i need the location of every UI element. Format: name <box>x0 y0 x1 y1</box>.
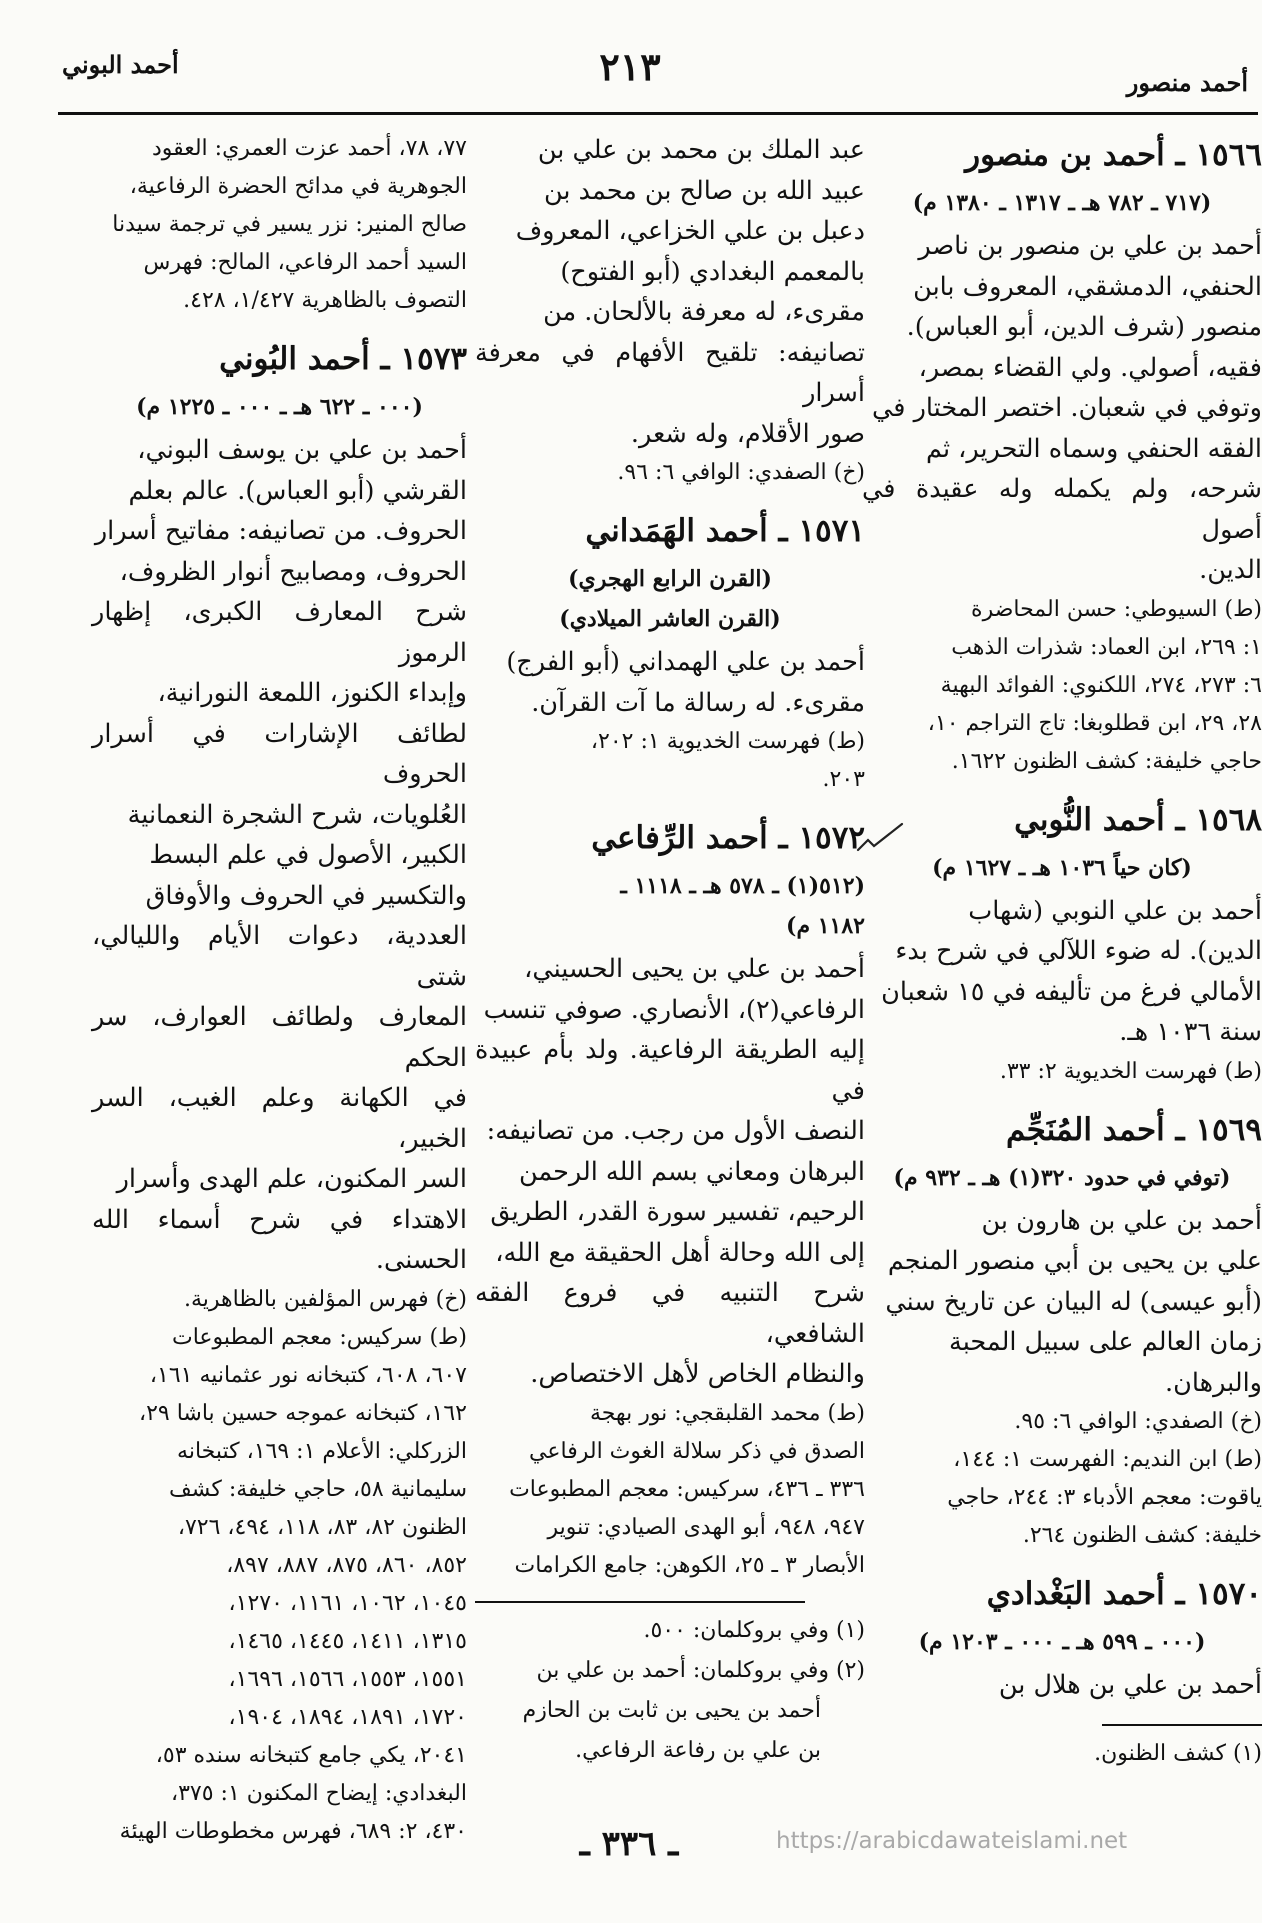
entry-text-line: أحمد بن علي بن منصور بن ناصر <box>918 231 1262 261</box>
entry-text-line: الدين. <box>1199 555 1262 585</box>
entry-text-line: (أبو عيسى) له البيان عن تاريخ سني <box>885 1286 1262 1317</box>
entry-1568 <box>862 795 1262 1091</box>
entry-text-line: أحمد بن علي الهمداني (أبو الفرج) <box>506 647 865 677</box>
entry-text-line: إليه الطريقة الرفاعية. ولد بأم عبيدة في <box>475 1035 865 1106</box>
entry-text-line: فقيه، أصولي. ولي القضاء بمصر، <box>918 352 1262 383</box>
entry-text-line: شرحه، ولم يكمله وله عقيدة في أصول <box>862 474 1262 545</box>
handwritten-tick-mark <box>856 820 906 860</box>
header-rule <box>58 112 1258 115</box>
website-watermark: https://arabicdawateislami.net <box>776 1828 1128 1854</box>
entry-1571 <box>475 506 865 799</box>
entry-text-line: الأمالي فرغ من تأليفه في ١٥ شعبان <box>881 976 1262 1007</box>
entry-text-line: القرشي (أبو العباس). عالم بعلم <box>128 475 467 506</box>
entry-text-line: مقرىء. له رسالة ما آت القرآن. <box>531 687 865 718</box>
entry-text-line: تصانيفه: تلقيح الأفهام في معرفة أسرار <box>475 337 865 408</box>
entry-source-line: ٣٣٦ ـ ٤٣٦، سركيس: معجم المطبوعات <box>509 1476 865 1502</box>
entry-text-line: عبيد الله بن صالح بن محمد بن <box>543 175 865 206</box>
entry-text-line: النصف الأول من رجب. من تصانيفه: <box>486 1116 865 1146</box>
entry-text-line: صور الأقلام، وله شعر. <box>630 418 865 449</box>
entry-text-line: وإبداء الكنوز، اللمعة النورانية، <box>157 678 467 708</box>
entry-source-line: ٢٠٤١، يكي جامع كتبخانه سنده ٥٣، <box>155 1742 467 1768</box>
entry-dates: (٠٠٠ ـ ٦٢٢ هـ ـ ٠٠٠ ـ ١٢٢٥ م) <box>136 394 423 420</box>
entry-source-line: الظنون ٨٢، ٨٣، ١١٨، ٤٩٤، ٧٢٦، <box>177 1514 467 1540</box>
footnote-rule <box>475 1601 805 1603</box>
entry-source-line: ٦٠٧، ٦٠٨، كتبخانه نور عثمانيه ١٦١، <box>149 1362 467 1388</box>
entry-text-line: العددية، دعوات الأيام والليالي، شتى <box>92 921 467 992</box>
entry-text-line: بالمعمم البغدادي (أبو الفتوح) <box>560 256 865 287</box>
entry-text-line: سنة ١٠٣٦ هـ. <box>1119 1017 1262 1047</box>
entry-source-line: ٢٠٣. <box>822 767 865 792</box>
entry-source-line: ٧٧، ٧٨، أحمد عزت العمري: العقود <box>151 136 467 161</box>
entry-text-line: أحمد بن علي النوبي (شهاب <box>968 895 1262 926</box>
entry-text-line: البرهان ومعاني بسم الله الرحمن <box>518 1156 865 1187</box>
header-right-running-title: أحمد منصور <box>1126 68 1248 97</box>
entry-title: ١٥٦٦ ـ أحمد بن منصور <box>965 137 1262 173</box>
entry-source-line: (ط) ابن النديم: الفهرست ١: ١٤٤، <box>953 1447 1262 1472</box>
entry-source-line: ٨٥٢، ٨٦٠، ٨٧٥، ٨٨٧، ٨٩٧، <box>226 1552 467 1578</box>
entry-text-line: الدين). له ضوء اللآلي في شرح بدء <box>895 936 1262 966</box>
entry-source-line: ١٦٢، كتبخانه عموجه حسين باشا ٢٩، <box>138 1400 467 1426</box>
entry-text-line: أحمد بن علي بن يوسف البوني، <box>137 435 467 465</box>
entry-title: ١٥٧٣ ـ أحمد البُوني <box>219 341 467 377</box>
entry-text-line: العُلويات، شرح الشجرة النعمانية <box>127 799 467 830</box>
entry-title: ١٥٦٩ ـ أحمد المُنَجِّم <box>1005 1111 1262 1148</box>
entry-source-line: السيد أحمد الرفاعي، المالح: فهرس <box>143 250 467 275</box>
entry-dates: (القرن العاشر الميلادي) <box>559 606 781 632</box>
entry-source-line: الجوهرية في مدائح الحضرة الرفاعية، <box>129 174 467 199</box>
entry-text-line: الحروف، ومصابيح أنوار الظروف، <box>119 556 467 587</box>
entry-text-line: دعبل بن علي الخزاعي، المعروف <box>515 216 865 246</box>
footnote-continuation: أحمد بن يحيى بن ثابت بن الحازم <box>522 1697 821 1723</box>
entry-text-line: والنظام الخاص لأهل الاختصاص. <box>530 1359 865 1389</box>
entry-text-line: السر المكنون، علم الهدى وأسرار <box>116 1164 467 1194</box>
entry-title: ١٥٧٠ ـ أحمد البَغْدادي <box>986 1576 1262 1612</box>
entry-source-line: ٩٤٧، ٩٤٨، أبو الهدى الصيادي: تنوير <box>547 1514 865 1540</box>
entry-source-line: (ط) محمد القلبقجي: نور بهجة <box>589 1400 865 1426</box>
entry-source-line: الصدق في ذكر سلالة الغوث الرفاعي <box>529 1438 865 1464</box>
entry-dates: (٠٠٠ ـ ٥٩٩ هـ ـ ٠٠٠ ـ ١٢٠٣ م) <box>918 1629 1206 1655</box>
entry-source-line: حاجي خليفة: كشف الظنون ١٦٢٢. <box>951 748 1262 774</box>
entry-source-line: ٦: ٢٧٣، ٢٧٤، اللكنوي: الفوائد البهية <box>940 672 1262 698</box>
entry-text-line: إلى الله وحالة أهل الحقيقة مع الله، <box>495 1237 865 1268</box>
entry-text-line: الحنفي، الدمشقي، المعروف بابن <box>913 271 1262 302</box>
header-left-running-title: أحمد البوني <box>62 50 179 79</box>
entry-source-line: (خ) فهرس المؤلفين بالظاهرية. <box>183 1286 467 1312</box>
entry-text-line: الحروف. من تصانيفه: مفاتيح أسرار <box>94 516 467 546</box>
entry-text-line: أحمد بن علي بن هارون بن <box>981 1205 1262 1236</box>
entry-text-line: شرح التنبيه في فروع الفقه الشافعي، <box>475 1278 865 1349</box>
entry-text-line: المعارف ولطائف العوارف، سر الحكم <box>92 1002 467 1073</box>
footnote: (١) وفي بروكلمان: ٥٠٠. <box>643 1617 865 1643</box>
footer-page-number: ـ ٣٣٦ ـ <box>579 1824 679 1864</box>
entry-text-line: والبرهان. <box>1165 1367 1262 1398</box>
footnote-rule <box>1102 1724 1262 1726</box>
entry-source-line: ١٧٢٠، ١٨٩١، ١٨٩٤، ١٩٠٤، <box>228 1704 467 1730</box>
entry-source-line: سليمانية ٥٨، حاجي خليفة: كشف <box>168 1476 467 1502</box>
entry-source-line: التصوف بالظاهرية ١/٤٢٧، ٤٢٨. <box>183 288 467 313</box>
entry-text-line: الرفاعي(٢)، الأنصاري. صوفي تنسب <box>483 994 865 1025</box>
entry-1569 <box>862 1105 1262 1556</box>
entry-text-line: شرح المعارف الكبرى، إظهار الرموز <box>92 597 467 668</box>
entry-source-line: البغدادي: إيضاح المكنون ١: ٣٧٥، <box>171 1780 467 1806</box>
footnote: (١) كشف الظنون. <box>1094 1740 1262 1766</box>
column-right <box>862 130 1262 1790</box>
entry-source-line: (ط) فهرست الخديوية ٢: ٣٣. <box>999 1058 1262 1084</box>
column-left <box>92 130 467 1844</box>
footnote: (٢) وفي بروكلمان: أحمد بن علي بن <box>536 1657 865 1683</box>
entry-text-line: لطائف الإشارات في أسرار الحروف <box>92 718 467 789</box>
entry-source-line: (ط) فهرست الخديوية ١: ٢٠٢، <box>590 729 865 754</box>
entry-title: ١٥٦٨ ـ أحمد النُّوبي <box>1014 801 1262 838</box>
column-middle <box>475 130 865 1763</box>
entry-text-line: في الكهانة وعلم الغيب، السر الخبير، <box>92 1083 467 1154</box>
entry-continuation <box>475 130 865 492</box>
entry-source-line: ١٠٤٥، ١٠٦٢، ١١٦١، ١٢٧٠، <box>228 1590 467 1616</box>
entry-text-line: علي بن يحيى بن أبي منصور المنجم <box>887 1246 1262 1276</box>
entry-text-line: مقرىء، له معرفة بالألحان. من <box>543 297 865 327</box>
entry-source-line: صالح المنير: نزر يسير في ترجمة سيدنا <box>112 212 467 237</box>
entry-text-line: منصور (شرف الدين، أبو العباس). <box>906 312 1262 342</box>
entry-1566 <box>862 130 1262 781</box>
entry-text-line: الرحيم، تفسير سورة القدر، الطريق <box>490 1197 865 1227</box>
entry-source-line: (ط) السيوطي: حسن المحاضرة <box>971 596 1262 622</box>
entry-text-line: زمان العالم على سبيل المحبة <box>949 1327 1262 1357</box>
entry-text-line: الكبير، الأصول في علم البسط <box>149 840 467 870</box>
entry-dates: (القرن الرابع الهجري) <box>568 566 772 592</box>
entry-dates: (٥١٢(١) ـ ٥٧٨ هـ ـ ١١١٨ ـ <box>620 873 865 899</box>
entry-source-line: خليفة: كشف الظنون ٢٦٤. <box>1022 1523 1262 1548</box>
entry-text-line: أحمد بن علي بن هلال بن <box>998 1670 1262 1700</box>
entry-text-line: الفقه الحنفي وسماه التحرير، ثم <box>925 433 1262 464</box>
entry-1573 <box>92 334 467 1851</box>
entry-1572 <box>475 813 865 1585</box>
entry-source-line: ٤٣٠، ٢: ٦٨٩، فهرس مخطوطات الهيئة <box>119 1818 467 1844</box>
entry-dates: (٧١٧ ـ ٧٨٢ هـ ـ ١٣١٧ ـ ١٣٨٠ م) <box>912 190 1212 216</box>
header-page-number: ٢١٣ <box>599 44 661 89</box>
entry-source-line: الزركلي: الأعلام ١: ١٦٩، كتبخانه <box>177 1438 467 1464</box>
entry-dates: (كان حياً ١٠٣٦ هـ ـ ١٦٢٧ م) <box>932 854 1192 881</box>
entry-dates: ١١٨٢ م) <box>786 913 865 939</box>
entry-source-line: ٢٨، ٢٩، ابن قطلوبغا: تاج التراجم ١٠، <box>927 710 1262 736</box>
entry-source-line: الأبصار ٣ ـ ٢٥، الكوهن: جامع الكرامات <box>514 1552 865 1578</box>
entry-source-line: ياقوت: معجم الأدباء ٣: ٢٤٤، حاجي <box>947 1485 1262 1510</box>
entry-title: ١٥٧٢ ـ أحمد الرِّفاعي <box>591 820 865 856</box>
entry-text-line: والتكسير في الحروف والأوفاق <box>145 880 467 911</box>
entry-text-line: أحمد بن علي بن يحيى الحسيني، <box>524 954 865 984</box>
entry-text-line: عبد الملك بن محمد بن علي بن <box>537 135 865 165</box>
entry-1570 <box>862 1569 1262 1706</box>
entry-dates: (توفي في حدود ٣٢٠(١) هـ ـ ٩٣٢ م) <box>893 1164 1231 1191</box>
entry-text-line: الاهتداء في شرح أسماء الله الحسنى. <box>92 1204 467 1275</box>
entry-source-line: ١٥٥١، ١٥٥٣، ١٥٦٦، ١٦٩٦، <box>228 1666 467 1692</box>
footnote-continuation: بن علي بن رفاعة الرفاعي. <box>575 1737 821 1763</box>
entry-title: ١٥٧١ ـ أحمد الهَمَداني <box>585 513 865 549</box>
entry-source-line: ١٣١٥، ١٤١١، ١٤٤٥، ١٤٦٥، <box>228 1628 467 1654</box>
entry-continuation <box>92 130 467 320</box>
entry-source-line: (ط) سركيس: معجم المطبوعات <box>171 1324 467 1350</box>
page-header <box>0 44 1258 104</box>
entry-source-line: ١: ٢٦٩، ابن العماد: شذرات الذهب <box>951 634 1262 660</box>
entry-text-line: وتوفي في شعبان. اختصر المختار في <box>872 393 1262 423</box>
entry-source-line: (خ) الصفدي: الوافي ٦: ٩٥. <box>1014 1409 1262 1434</box>
entry-source-line: (خ) الصفدي: الوافي ٦: ٩٦. <box>617 460 865 485</box>
